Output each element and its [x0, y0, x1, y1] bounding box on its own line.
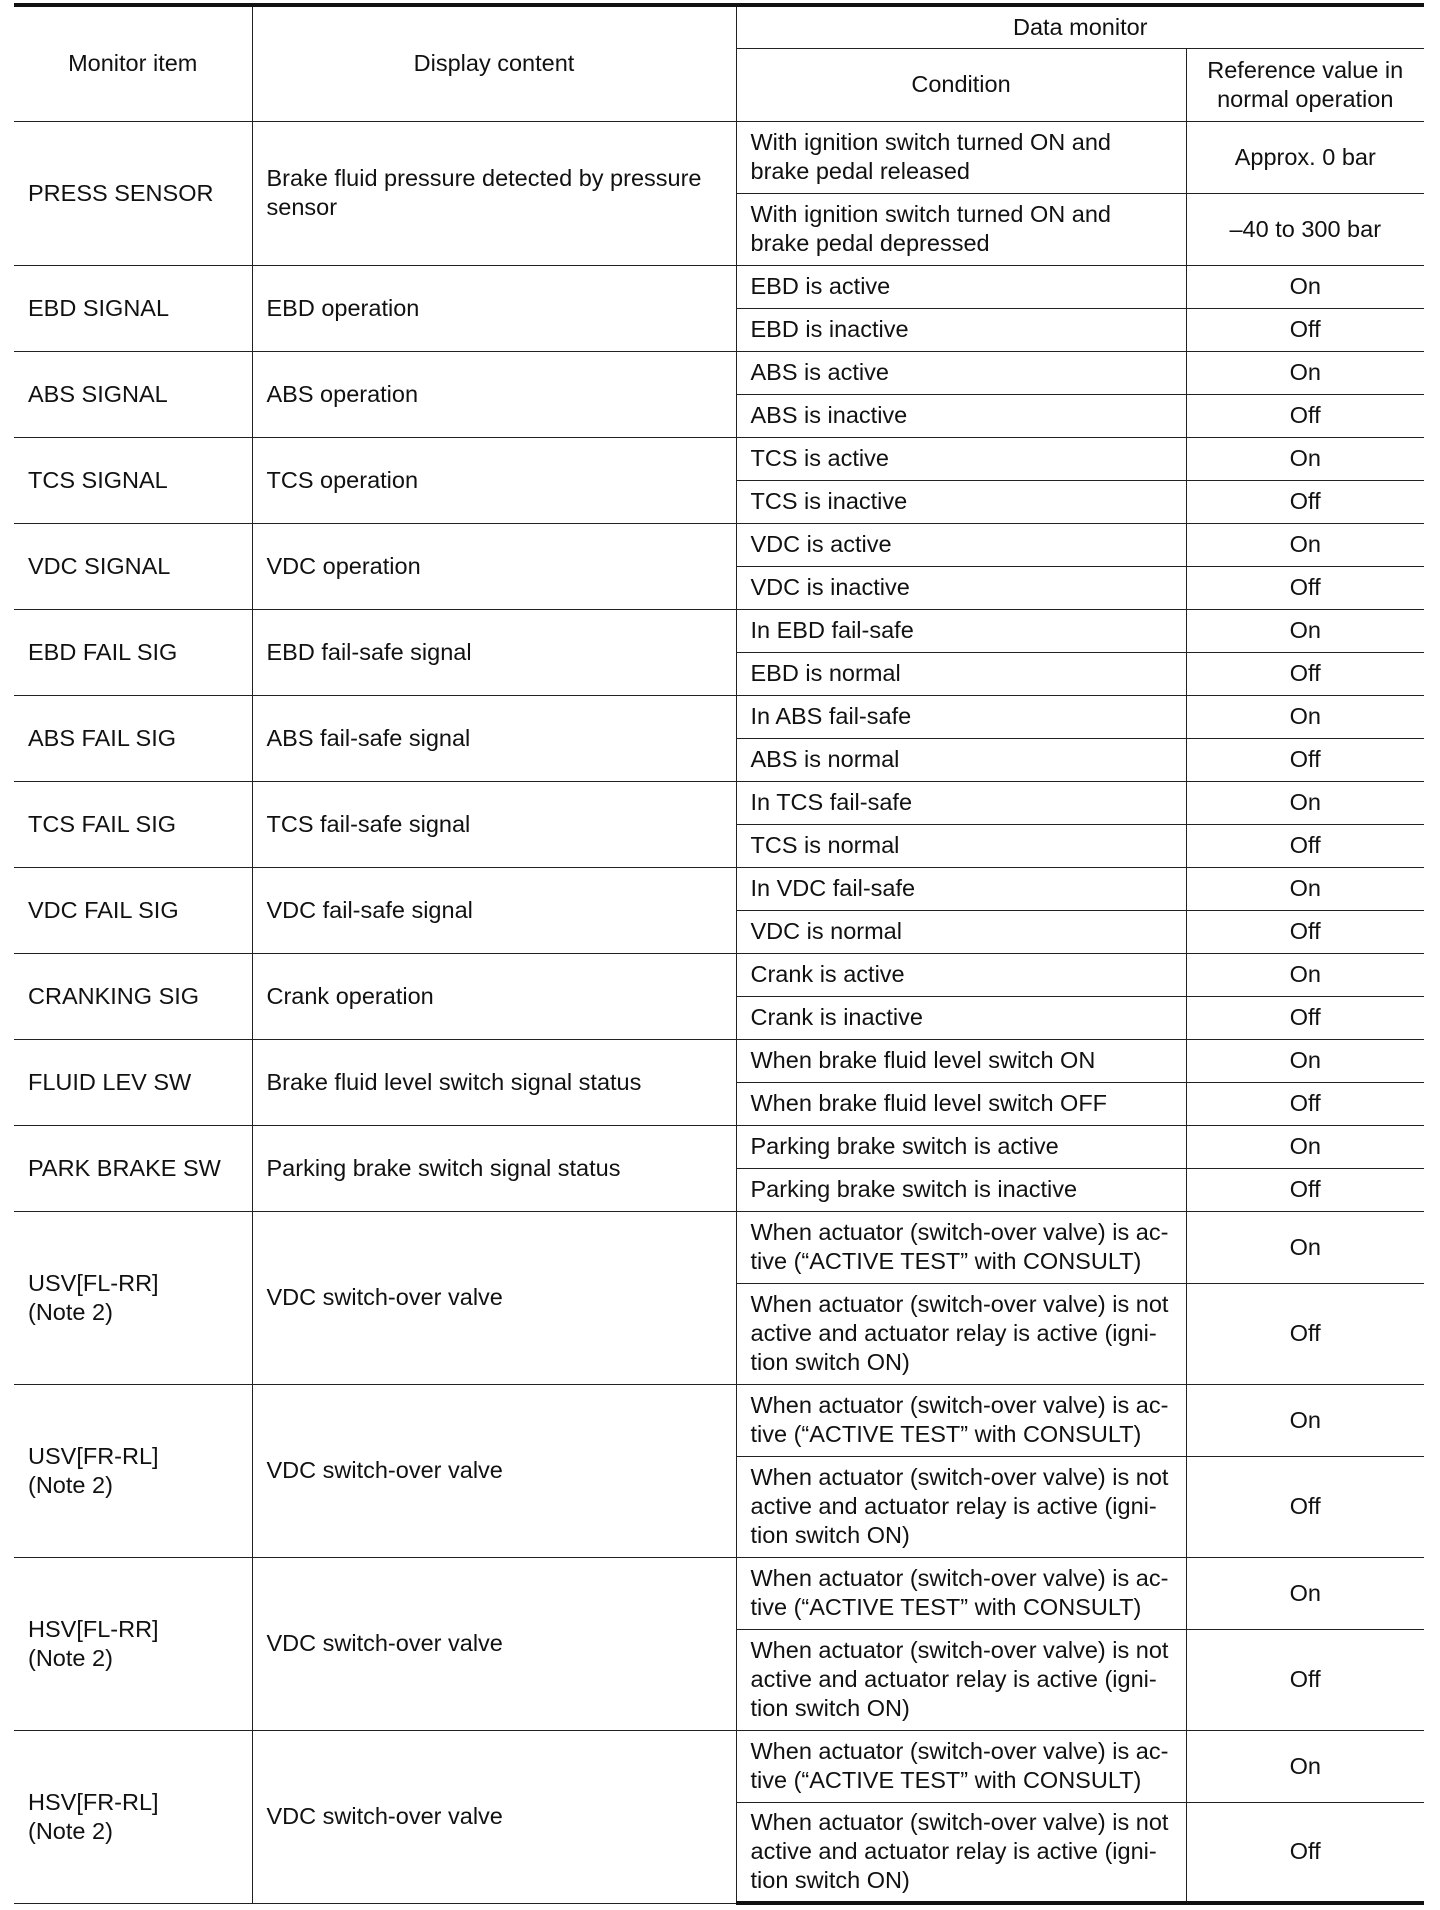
display-content-cell: Brake fluid level switch signal status [252, 1039, 736, 1125]
monitor-item-name: FLUID LEV SW [28, 1068, 192, 1095]
condition-cell: When brake fluid level switch OFF [736, 1082, 1186, 1125]
condition-cell: ABS is normal [736, 738, 1186, 781]
reference-value-cell: Off [1186, 1629, 1424, 1730]
header-display-content: Display content [252, 5, 736, 121]
reference-value-cell: Off [1186, 1168, 1424, 1211]
display-content-cell: TCS operation [252, 437, 736, 523]
monitor-item-name: EBD FAIL SIG [28, 638, 178, 665]
monitor-item-name: ABS FAIL SIG [28, 724, 177, 751]
reference-value-cell: Approx. 0 bar [1186, 121, 1424, 193]
display-content-cell: EBD fail-safe signal [252, 609, 736, 695]
condition-cell: ABS is active [736, 351, 1186, 394]
condition-cell: TCS is inactive [736, 480, 1186, 523]
header-condition: Condition [736, 48, 1186, 121]
reference-value-cell: On [1186, 695, 1424, 738]
table-row [14, 1384, 1424, 1456]
reference-value-cell: On [1186, 953, 1424, 996]
condition-cell: EBD is active [736, 265, 1186, 308]
monitor-item-note: (Note 2) [28, 1471, 113, 1498]
monitor-item-name: EBD SIGNAL [28, 294, 170, 321]
condition-cell: When actuator (switch-over valve) is ac-tive (“ACTIVE TEST” with CONSULT) [736, 1384, 1186, 1456]
table-row [14, 121, 1424, 193]
monitor-item-cell [14, 351, 252, 437]
reference-value-cell: Off [1186, 996, 1424, 1039]
reference-value-cell: On [1186, 351, 1424, 394]
monitor-item-cell [14, 953, 252, 1039]
condition-cell: TCS is active [736, 437, 1186, 480]
monitor-item-cell [14, 1730, 252, 1903]
condition-cell: When actuator (switch-over valve) is not active and actuator relay is active (igni-tion switch ON) [736, 1283, 1186, 1384]
reference-value-cell: On [1186, 1730, 1424, 1802]
reference-value-cell: Off [1186, 738, 1424, 781]
monitor-item-cell [14, 437, 252, 523]
condition-cell: When actuator (switch-over valve) is not active and actuator relay is active (igni-tion switch ON) [736, 1456, 1186, 1557]
display-content-cell: Brake fluid pressure detected by pressure sensor [252, 121, 736, 265]
reference-value-cell: Off [1186, 394, 1424, 437]
monitor-item-cell [14, 1039, 252, 1125]
condition-cell: When actuator (switch-over valve) is not active and actuator relay is active (igni-tion switch ON) [736, 1629, 1186, 1730]
monitor-item-cell [14, 781, 252, 867]
monitor-item-name: ABS SIGNAL [28, 380, 168, 407]
monitor-item-cell [14, 609, 252, 695]
monitor-item-cell [14, 265, 252, 351]
condition-cell: Parking brake switch is active [736, 1125, 1186, 1168]
monitor-item-name: TCS FAIL SIG [28, 810, 176, 837]
table-row [14, 695, 1424, 738]
table-row [14, 953, 1424, 996]
condition-cell: EBD is normal [736, 652, 1186, 695]
condition-cell: VDC is active [736, 523, 1186, 566]
display-content-cell: EBD operation [252, 265, 736, 351]
reference-value-cell: On [1186, 1211, 1424, 1283]
display-content-cell: TCS fail-safe signal [252, 781, 736, 867]
display-content-cell: VDC switch-over valve [252, 1557, 736, 1730]
condition-cell: VDC is normal [736, 910, 1186, 953]
condition-cell: When actuator (switch-over valve) is ac-tive (“ACTIVE TEST” with CONSULT) [736, 1730, 1186, 1802]
monitor-item-name: USV[FL-RR] [28, 1269, 159, 1296]
monitor-item-cell [14, 1125, 252, 1211]
table-row [14, 351, 1424, 394]
monitor-item-cell [14, 1557, 252, 1730]
monitor-item-cell [14, 695, 252, 781]
monitor-item-name: VDC FAIL SIG [28, 896, 179, 923]
reference-value-cell: On [1186, 1039, 1424, 1082]
header-data-monitor: Data monitor [736, 5, 1424, 48]
monitor-item-cell [14, 121, 252, 265]
condition-cell: Crank is active [736, 953, 1186, 996]
condition-cell: When brake fluid level switch ON [736, 1039, 1186, 1082]
display-content-cell: ABS operation [252, 351, 736, 437]
monitor-item-name: HSV[FL-RR] [28, 1615, 159, 1642]
condition-cell: Parking brake switch is inactive [736, 1168, 1186, 1211]
table-row [14, 781, 1424, 824]
header-reference-value: Reference value in normal operation [1186, 48, 1424, 121]
header-monitor-item: Monitor item [14, 5, 252, 121]
display-content-cell: VDC fail-safe signal [252, 867, 736, 953]
table-row [14, 1211, 1424, 1283]
condition-cell: VDC is inactive [736, 566, 1186, 609]
condition-cell: In ABS fail-safe [736, 695, 1186, 738]
condition-cell: In VDC fail-safe [736, 867, 1186, 910]
reference-value-cell: Off [1186, 824, 1424, 867]
display-content-cell: VDC switch-over valve [252, 1211, 736, 1384]
table-row [14, 1730, 1424, 1802]
reference-value-cell: On [1186, 609, 1424, 652]
monitor-item-name: VDC SIGNAL [28, 552, 171, 579]
reference-value-cell: Off [1186, 480, 1424, 523]
reference-value-cell: On [1186, 867, 1424, 910]
table-header [14, 5, 1424, 121]
reference-value-cell: –40 to 300 bar [1186, 193, 1424, 265]
monitor-item-name: CRANKING SIG [28, 982, 200, 1009]
display-content-cell: Parking brake switch signal status [252, 1125, 736, 1211]
reference-value-cell: On [1186, 1125, 1424, 1168]
table-body [14, 121, 1424, 1903]
condition-cell: In TCS fail-safe [736, 781, 1186, 824]
condition-cell: When actuator (switch-over valve) is ac-tive (“ACTIVE TEST” with CONSULT) [736, 1557, 1186, 1629]
monitor-item-name: PARK BRAKE SW [28, 1154, 221, 1181]
monitor-item-note: (Note 2) [28, 1644, 113, 1671]
reference-value-cell: On [1186, 265, 1424, 308]
reference-value-cell: On [1186, 523, 1424, 566]
reference-value-cell: Off [1186, 1283, 1424, 1384]
monitor-item-note: (Note 2) [28, 1298, 113, 1325]
condition-cell: In EBD fail-safe [736, 609, 1186, 652]
monitor-item-cell [14, 523, 252, 609]
display-content-cell: VDC switch-over valve [252, 1384, 736, 1557]
display-content-cell: ABS fail-safe signal [252, 695, 736, 781]
table-row [14, 1039, 1424, 1082]
monitor-item-name: USV[FR-RL] [28, 1442, 159, 1469]
table-row [14, 437, 1424, 480]
reference-value-cell: On [1186, 1384, 1424, 1456]
monitor-item-name: TCS SIGNAL [28, 466, 168, 493]
monitor-item-name: PRESS SENSOR [28, 179, 214, 206]
monitor-item-cell [14, 1384, 252, 1557]
reference-value-cell: Off [1186, 1802, 1424, 1903]
monitor-item-cell [14, 1211, 252, 1384]
reference-value-cell: On [1186, 781, 1424, 824]
display-content-cell: VDC switch-over valve [252, 1730, 736, 1903]
reference-value-cell: On [1186, 1557, 1424, 1629]
monitor-item-name: HSV[FR-RL] [28, 1788, 159, 1815]
table-row [14, 1557, 1424, 1629]
monitor-item-cell [14, 867, 252, 953]
condition-cell: With ignition switch turned ON and brake pedal released [736, 121, 1186, 193]
reference-value-cell: Off [1186, 910, 1424, 953]
condition-cell: With ignition switch turned ON and brake pedal depressed [736, 193, 1186, 265]
condition-cell: ABS is inactive [736, 394, 1186, 437]
reference-value-cell: Off [1186, 1082, 1424, 1125]
header-row-top [14, 5, 1424, 48]
reference-value-cell: Off [1186, 566, 1424, 609]
monitor-item-note: (Note 2) [28, 1817, 113, 1844]
table-row [14, 867, 1424, 910]
reference-value-cell: Off [1186, 652, 1424, 695]
reference-value-cell: Off [1186, 1456, 1424, 1557]
data-monitor-table-container [14, 3, 1424, 1905]
table-row [14, 265, 1424, 308]
reference-value-cell: Off [1186, 308, 1424, 351]
condition-cell: TCS is normal [736, 824, 1186, 867]
table-row [14, 523, 1424, 566]
display-content-cell: Crank operation [252, 953, 736, 1039]
condition-cell: When actuator (switch-over valve) is not active and actuator relay is active (igni-tion switch ON) [736, 1802, 1186, 1903]
condition-cell: EBD is inactive [736, 308, 1186, 351]
table-row [14, 1125, 1424, 1168]
display-content-cell: VDC operation [252, 523, 736, 609]
condition-cell: When actuator (switch-over valve) is ac-tive (“ACTIVE TEST” with CONSULT) [736, 1211, 1186, 1283]
reference-value-cell: On [1186, 437, 1424, 480]
condition-cell: Crank is inactive [736, 996, 1186, 1039]
data-monitor-table [14, 3, 1424, 1905]
table-row [14, 609, 1424, 652]
